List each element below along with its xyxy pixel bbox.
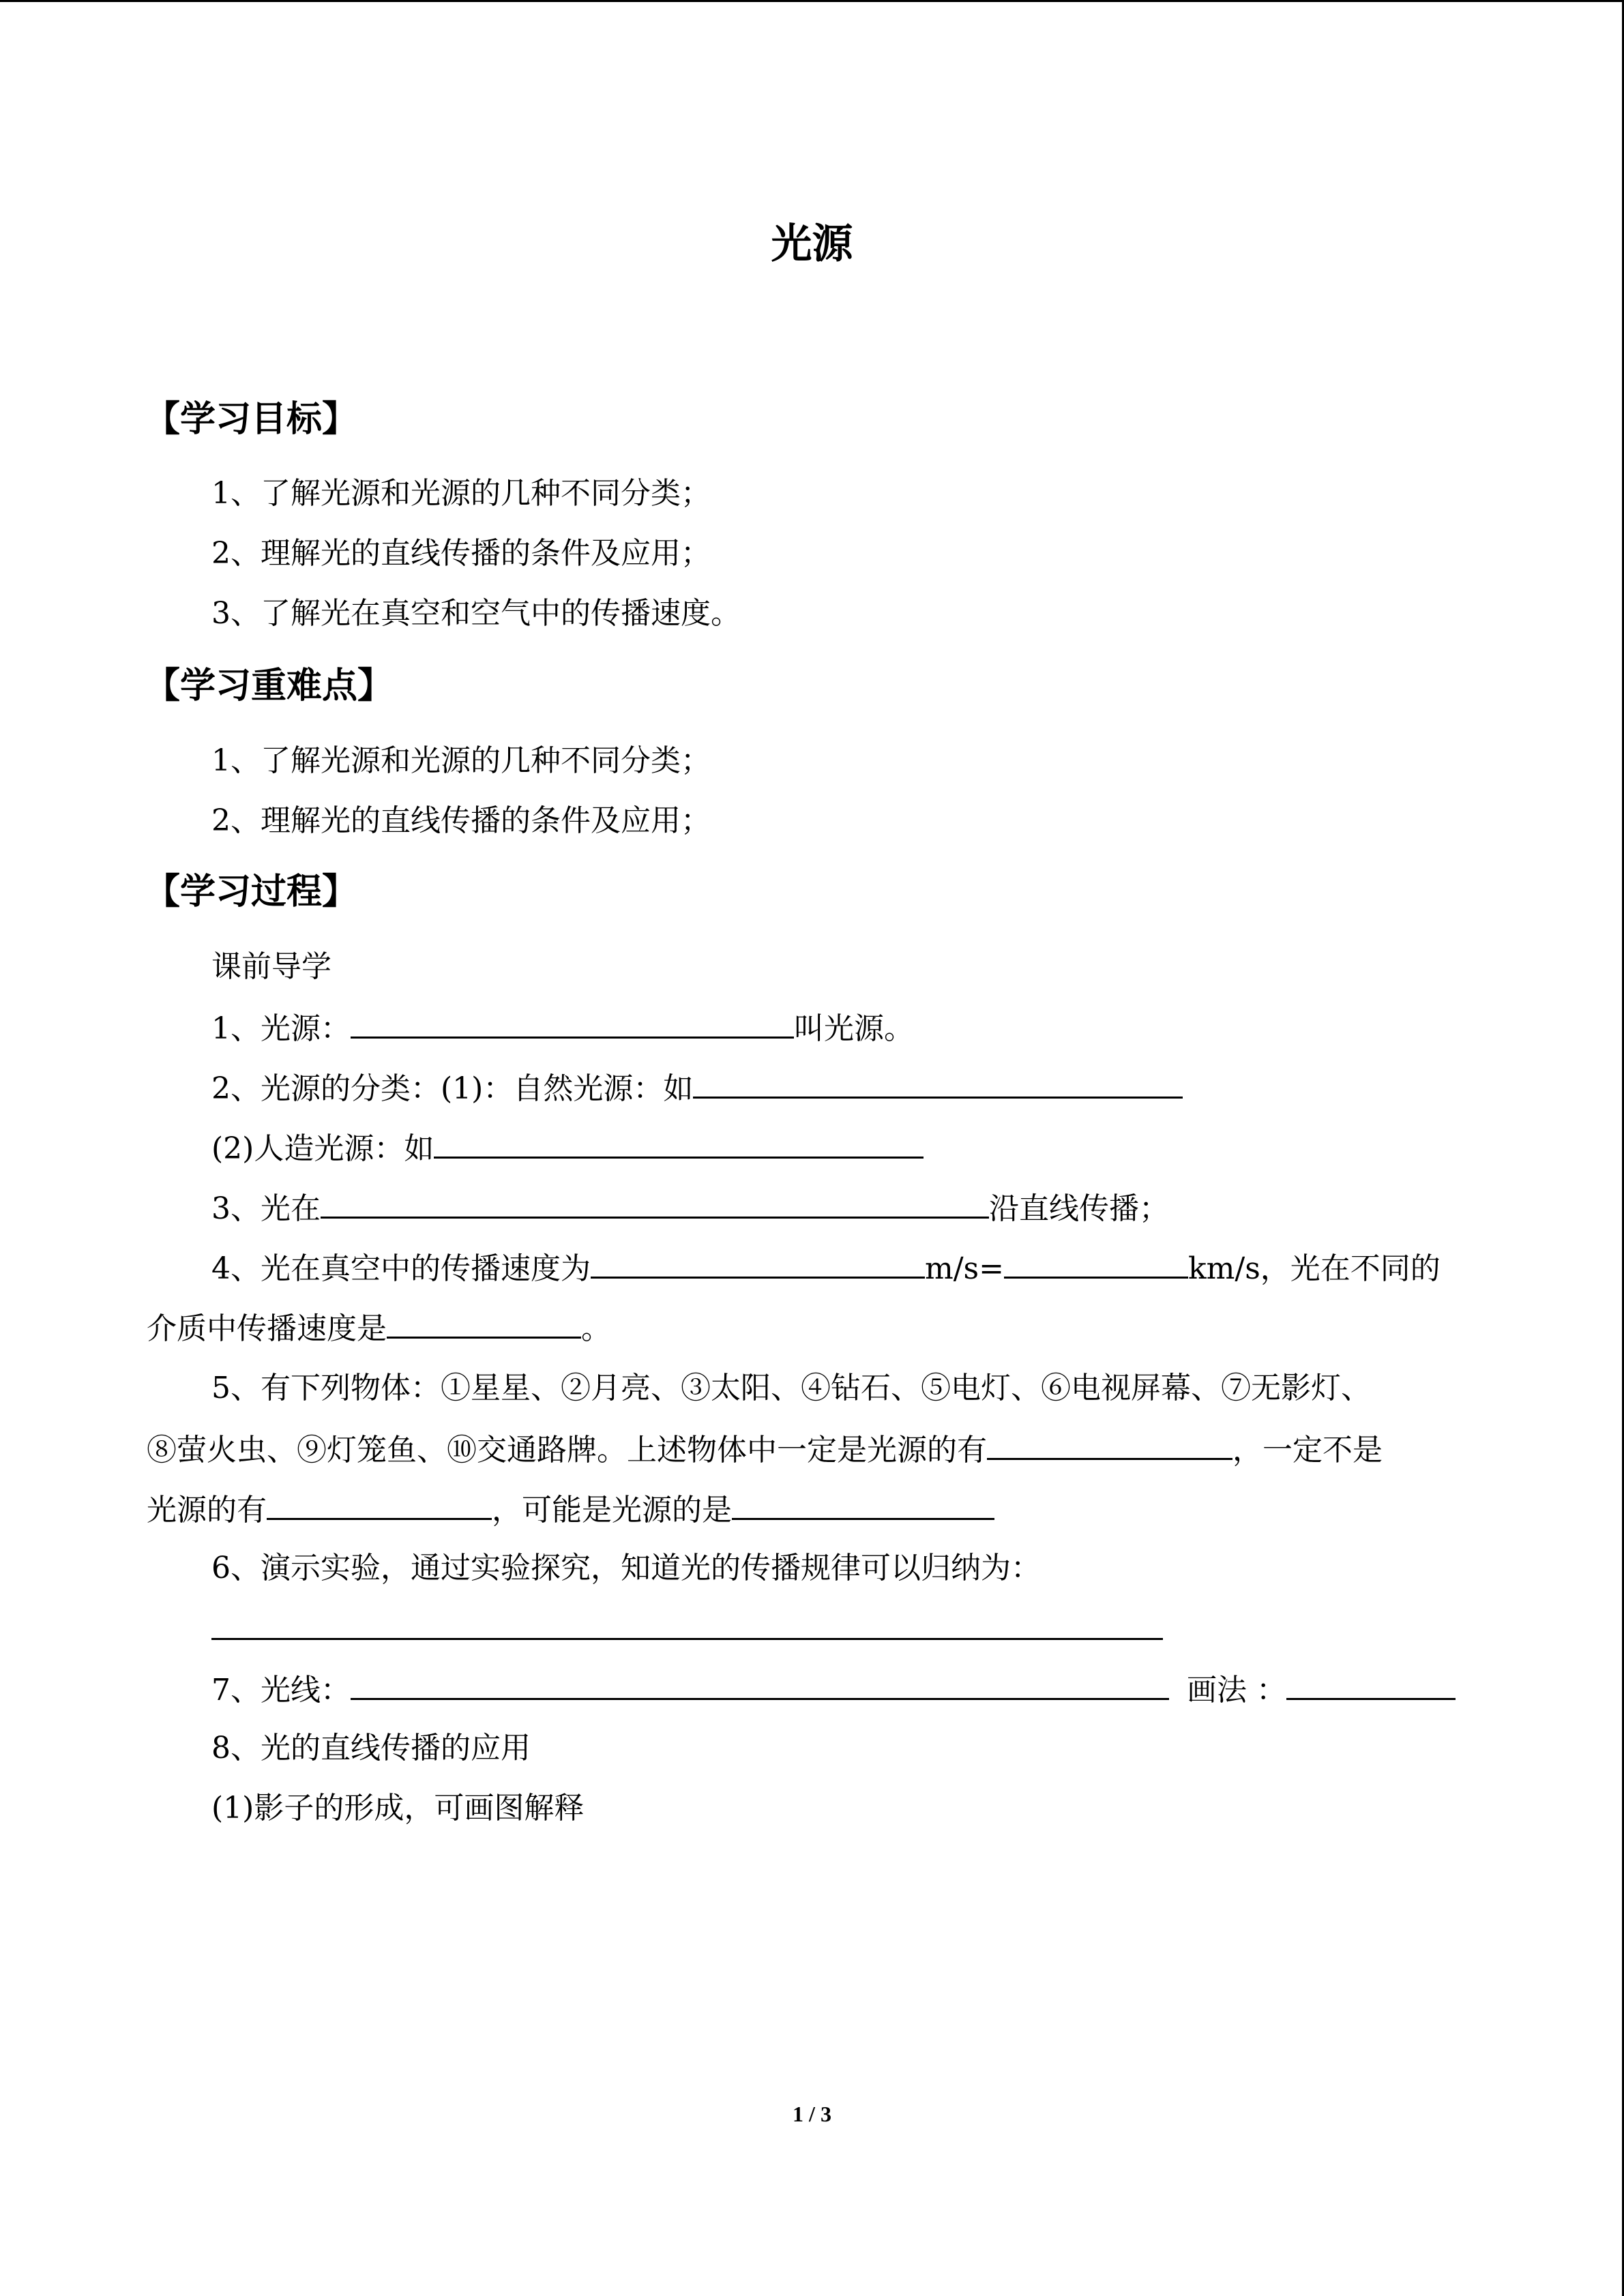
question-7 xyxy=(211,1668,1456,1711)
heading-process: 【学习过程】 xyxy=(145,871,358,912)
question-2b xyxy=(211,1127,924,1169)
page-title: 光源 xyxy=(771,220,853,268)
q1-text-b: 叫光源。 xyxy=(794,1011,914,1046)
q1-text-a: 1、光源： xyxy=(211,1011,351,1046)
goal-item-1: 1、了解光源和光源的几种不同分类； xyxy=(211,476,711,511)
heading-goals: 【学习目标】 xyxy=(145,399,358,440)
question-6 xyxy=(211,1548,1041,1589)
question-5c xyxy=(147,1488,994,1531)
question-8: 8、光的直线传播的应用 xyxy=(211,1731,531,1765)
question-4 xyxy=(211,1247,1441,1289)
q6-blank[interactable] xyxy=(211,1608,1163,1640)
key-point-item-2: 2、理解光的直线传播的条件及应用； xyxy=(211,803,711,838)
page-border-top xyxy=(0,0,1624,2)
q1-blank[interactable] xyxy=(351,1007,794,1039)
q2-blank[interactable] xyxy=(693,1067,1183,1099)
q7-text-b: 画法 ： xyxy=(1187,1673,1286,1708)
question-8b: (1)影子的形成，可画图解释 xyxy=(211,1791,585,1825)
q7-blank-ray[interactable] xyxy=(351,1668,1169,1700)
question-4b xyxy=(147,1307,611,1350)
q4b-text-b: 。 xyxy=(581,1311,611,1346)
q4-blank-kms[interactable] xyxy=(1004,1247,1188,1279)
q4b-blank[interactable] xyxy=(387,1307,581,1339)
q7-text-a: 7、光线： xyxy=(211,1673,351,1708)
q3-text-b: 沿直线传播； xyxy=(989,1191,1169,1226)
page-number: 1 / 3 xyxy=(793,2102,831,2126)
goal-item-3: 3、了解光在真空和空气中的传播速度。 xyxy=(211,596,741,631)
q2-text-a: 2、光源的分类：(1)：自然光源：如 xyxy=(211,1071,694,1106)
q4-text-c: km/s，光在不同的 xyxy=(1188,1251,1441,1286)
question-6-answer xyxy=(211,1608,1163,1651)
goal-item-2: 2、理解光的直线传播的条件及应用； xyxy=(211,536,711,571)
q4-text-a: 4、光在真空中的传播速度为 xyxy=(211,1251,591,1286)
question-5b xyxy=(147,1428,1383,1471)
q3-text-a: 3、光在 xyxy=(211,1191,321,1226)
question-3 xyxy=(211,1187,1169,1229)
q7-blank-drawing[interactable] xyxy=(1286,1668,1456,1700)
q5c-text-b: ，可能是光源的是 xyxy=(492,1493,732,1527)
q5b-text-b: ，一定不是 xyxy=(1232,1433,1383,1467)
q2b-text-a: (2)人造光源：如 xyxy=(211,1131,434,1166)
q4-blank-ms[interactable] xyxy=(591,1247,925,1279)
q5c-text-a: 光源的有 xyxy=(147,1493,267,1527)
key-point-item-1: 1、了解光源和光源的几种不同分类； xyxy=(211,743,711,778)
q3-blank[interactable] xyxy=(321,1187,989,1219)
q5b-text-a: ⑧萤火虫、⑨灯笼鱼、⑩交通路牌。上述物体中一定是光源的有 xyxy=(147,1433,987,1467)
q5-text-a: 5、有下列物体：①星星、②月亮、③太阳、④钻石、⑤电灯、⑥电视屏幕、⑦无影灯、 xyxy=(211,1371,1371,1405)
q4b-text-a: 介质中传播速度是 xyxy=(147,1311,387,1346)
process-intro: 课前导学 xyxy=(211,949,331,984)
q5b-blank-source[interactable] xyxy=(987,1428,1232,1460)
q4-text-b: m/s= xyxy=(925,1251,1004,1286)
question-5 xyxy=(211,1368,1371,1409)
q5c-blank-maybe-source[interactable] xyxy=(732,1488,994,1520)
q2b-blank[interactable] xyxy=(434,1127,924,1159)
heading-key-points: 【学习重难点】 xyxy=(145,666,394,706)
q5c-blank-not-source[interactable] xyxy=(267,1488,492,1520)
question-1 xyxy=(211,1007,914,1049)
q6-text-a: 6、演示实验，通过实验探究，知道光的传播规律可以归纳为： xyxy=(211,1551,1041,1585)
question-2 xyxy=(211,1067,1183,1109)
